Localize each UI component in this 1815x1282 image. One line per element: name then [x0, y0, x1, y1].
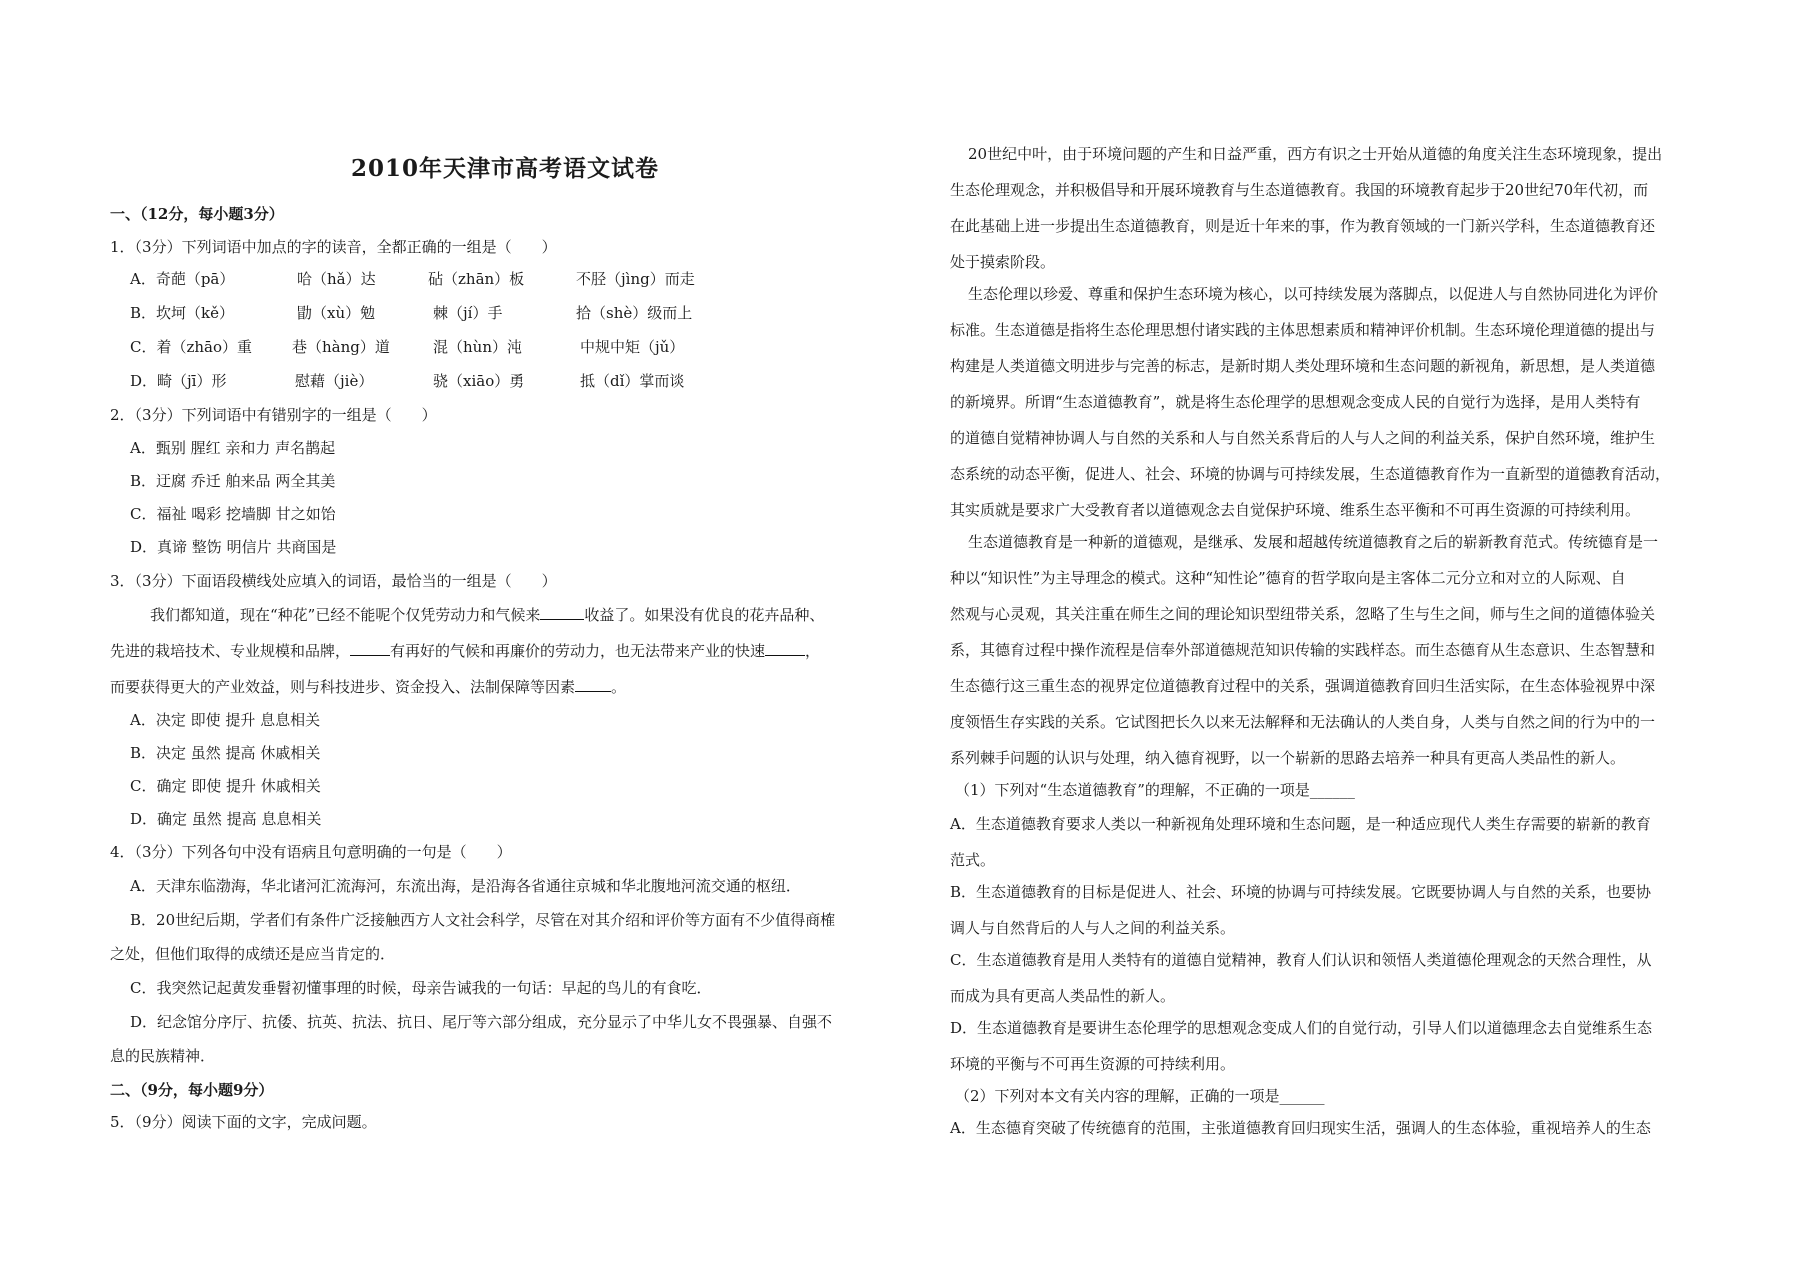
option-cell: 抵（dǐ）掌而谈: [580, 372, 685, 390]
option-cell: 巷（hàng）道: [292, 338, 390, 356]
passage-text: 我们都知道，现在“种花”已经不能呢个仅凭劳动力和气候来: [150, 606, 541, 624]
question-stem: 3．（3分）下面语段横线处应填入的词语，最恰当的一组是（ ）: [110, 572, 557, 590]
option: C．我突然记起黄发垂髫初懂事理的时候，母亲告诫我的一句话：早起的鸟儿的有食吃．: [130, 979, 712, 997]
option: B．生态道德教育的目标是促进人、社会、环境的协调与可持续发展。它既要协调人与自然的关系，也要协: [950, 883, 1652, 901]
option-cell: 拾（shè）级而上: [576, 304, 693, 322]
option: A．天津东临渤海，华北诸河汇流海河，东流出海，是沿海各省通往京城和华北腹地河流交通的枢纽．: [130, 877, 801, 895]
option: D．生态道德教育是要讲生态伦理学的思想观念变成人们的自觉行动，引导人们以道德理念去自觉维系生态: [950, 1019, 1653, 1037]
question-stem: 4．（3分）下列各句中没有语病且句意明确的一句是（ ）: [110, 843, 512, 861]
option: C．福祉 喝彩 挖墙脚 甘之如饴: [130, 505, 336, 523]
question-stem: 2．（3分）下列词语中有错别字的一组是（ ）: [110, 406, 437, 424]
question-stem: 1．（3分）下列词语中加点的字的读音，全都正确的一组是（ ）: [110, 238, 557, 256]
passage-text: 收益了。如果没有优良的花卉品种、: [584, 606, 825, 624]
passage-text: 而要获得更大的产业效益，则与科技进步、资金投入、法制保障等因素: [110, 678, 576, 696]
option-continuation: 息的民族精神．: [110, 1047, 216, 1065]
fill-blank: [350, 641, 390, 656]
option-cell: 混（hùn）沌: [433, 338, 522, 356]
passage-line: 处于摸索阶段。: [950, 253, 1056, 271]
passage-line: 的道德自觉精神协调人与自然的关系和人与自然关系背后的人与人之间的利益关系，保护自然环境，维护生: [950, 429, 1656, 447]
passage-line: 种以“知识性”为主导理念的模式。这种“知性论”德育的哲学取向是主客体二元分立和对立的人际观、自: [950, 569, 1626, 587]
passage-text: 。: [611, 678, 627, 696]
option: C．确定 即使 提升 休戚相关: [130, 777, 321, 795]
option: A．生态道德教育要求人类以一种新视角处理环境和生态问题，是一种适应现代人类生存需要的崭新的教育: [950, 815, 1651, 833]
passage-line: [110, 677, 626, 697]
option-cell: D．畸（jī）形: [130, 372, 227, 390]
option: D．确定 虽然 提高 息息相关: [130, 810, 322, 828]
passage-text: ，: [805, 642, 821, 660]
passage-line: 度领悟生存实践的关系。它试图把长久以来无法解释和无法确认的人类自身，人类与自然之间的行为中的一: [950, 713, 1656, 731]
sub-question-stem: （1）下列对“生态道德教育”的理解，不正确的一项是______: [955, 781, 1355, 799]
option-cell: 砧（zhān）板: [428, 270, 525, 288]
passage-line: 20世纪中叶，由于环境问题的产生和日益严重，西方有识之士开始从道德的角度关注生态环境现象，提出: [968, 145, 1663, 163]
option-cell: A．奇葩（pā）: [130, 270, 235, 288]
option-cell: C．着（zhāo）重: [130, 338, 253, 356]
option-continuation: 范式。: [950, 851, 996, 869]
option-continuation: 调人与自然背后的人与人之间的利益关系。: [950, 919, 1236, 937]
option-continuation: 环境的平衡与不可再生资源的可持续利用。: [950, 1055, 1236, 1073]
option: A．甄别 腥红 亲和力 声名鹊起: [130, 439, 336, 457]
question-stem: 5．（9分）阅读下面的文字，完成问题。: [110, 1113, 377, 1131]
passage-line: 生态伦理以珍爱、尊重和保护生态环境为核心，以可持续发展为落脚点，以促进人与自然协同进化为评价: [968, 285, 1659, 303]
option: B．决定 虽然 提高 休戚相关: [130, 744, 321, 762]
passage-line: 系，其德育过程中操作流程是信奉外部道德规范知识传输的实践样态。而生态德育从生态意识、生态智慧和: [950, 641, 1656, 659]
sub-question-stem: （2）下列对本文有关内容的理解，正确的一项是______: [955, 1087, 1325, 1105]
fill-blank: [765, 641, 805, 656]
fill-blank: [540, 605, 584, 620]
passage-line: 生态道德教育是一种新的道德观，是继承、发展和超越传统道德教育之后的崭新教育范式。传统德育是一: [968, 533, 1659, 551]
option: D．纪念馆分序厅、抗倭、抗英、抗法、抗日、尾厅等六部分组成，充分显示了中华儿女不畏强暴、自强不: [130, 1013, 833, 1031]
option-cell: B．坎坷（kě）: [130, 304, 234, 322]
passage-text: 有再好的气候和再廉价的劳动力，也无法带来产业的快速: [390, 642, 766, 660]
option-cell: 棘（jí）手: [433, 304, 503, 322]
passage-line: 其实质就是要求广大受教育者以道德观念去自觉保护环境、维系生态平衡和不可再生资源的可持续利用。: [950, 501, 1641, 519]
passage-line: 系列棘手问题的认识与处理，纳入德育视野，以一个崭新的思路去培养一种具有更高人类品性的新人。: [950, 749, 1626, 767]
passage-line: 态系统的动态平衡，促进人、社会、环境的协调与可持续发展，生态道德教育作为一直新型的道德教育活动，: [950, 465, 1671, 483]
page-title: 2010年天津市高考语文试卷: [350, 155, 659, 182]
passage-line: 然观与心灵观，其关注重在师生之间的理论知识型纽带关系，忽略了生与生之间，师与生之间的道德体验关: [950, 605, 1656, 623]
option-cell: 勖（xù）勉: [297, 304, 376, 322]
passage-line: 构建是人类道德文明进步与完善的标志，是新时期人类处理环境和生态问题的新视角，新思想，是人类道德: [950, 357, 1656, 375]
option: A．决定 即使 提升 息息相关: [130, 711, 321, 729]
option-continuation: 之处，但他们取得的成绩还是应当肯定的．: [110, 945, 396, 963]
passage-line: 在此基础上进一步提出生态道德教育，则是近十年来的事，作为教育领域的一门新兴学科，生态道德教育还: [950, 217, 1656, 235]
option-cell: 哈（hǎ）达: [297, 270, 376, 288]
passage-line: 生态伦理观念，并积极倡导和开展环境教育与生态道德教育。我国的环境教育起步于20世纪70年代初，而: [950, 181, 1649, 199]
option: C．生态道德教育是用人类特有的道德自觉精神，教育人们认识和领悟人类道德伦理观念的天然合理性，从: [950, 951, 1652, 969]
option-cell: 中规中矩（jǔ）: [580, 338, 685, 356]
option-cell: 不胫（jìng）而走: [576, 270, 695, 288]
option: A．生态德育突破了传统德育的范围，主张道德教育回归现实生活，强调人的生态体验，重视培养人的生态: [950, 1119, 1651, 1137]
option-continuation: 而成为具有更高人类品性的新人。: [950, 987, 1176, 1005]
passage-line: [150, 605, 824, 625]
passage-line: [110, 641, 820, 661]
option-cell: 慰藉（jiè）: [295, 372, 374, 390]
option: B．20世纪后期，学者们有条件广泛接触西方人文社会科学，尽管在对其介绍和评价等方面有不少值得商榷: [130, 911, 836, 929]
section-heading: 二、（9分，每小题9分）: [110, 1081, 274, 1099]
passage-line: 的新境界。所谓“生态道德教育”，就是将生态伦理学的思想观念变成人民的自觉行为选择，是用人类特有: [950, 393, 1641, 411]
passage-text: 先进的栽培技术、专业规模和品牌，: [110, 642, 351, 660]
option: D．真谛 整饬 明信片 共商国是: [130, 538, 337, 556]
passage-line: 标准。生态道德是指将生态伦理思想付诸实践的主体思想素质和精神评价机制。生态环境伦理道德的提出与: [950, 321, 1656, 339]
option: B．迂腐 乔迁 舶来品 两全其美: [130, 472, 336, 490]
option-cell: 骁（xiāo）勇: [433, 372, 525, 390]
passage-line: 生态德行这三重生态的视界定位道德教育过程中的关系，强调道德教育回归生活实际，在生态体验视界中深: [950, 677, 1656, 695]
section-heading: 一、（12分，每小题3分）: [110, 205, 284, 223]
fill-blank: [575, 677, 611, 692]
